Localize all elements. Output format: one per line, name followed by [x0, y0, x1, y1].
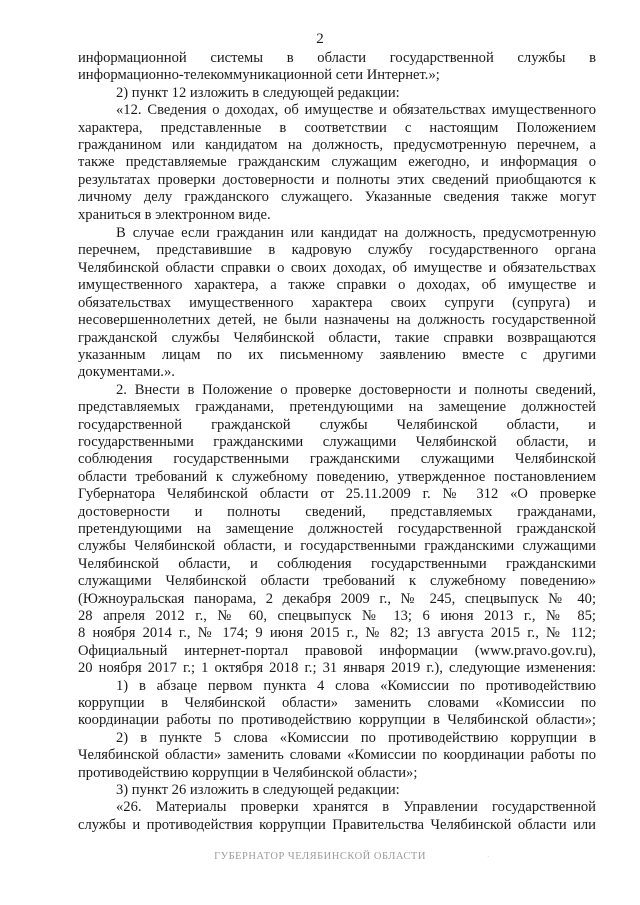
text-line: государственными гражданскими служащими Челябинской области, и — [78, 433, 596, 450]
text-line: храниться в электронном виде. — [78, 206, 271, 223]
text-line: «26. Материалы проверки хранятся в Управлении государственной — [116, 799, 596, 816]
text-line: гражданином или кандидатом на должность, предусмотренную перечнем, а — [78, 137, 596, 154]
text-line: службы Челябинской области, и государственными гражданскими служащими — [78, 538, 596, 555]
text-line: 3) пункт 26 изложить в следующей редакции: — [116, 782, 400, 799]
text-line: государственной гражданской службы Челябинской области, и — [78, 416, 596, 433]
document-body — [78, 50, 596, 834]
text-line: результатах проверки достоверности и полноты этих сведений приобщаются к — [78, 171, 596, 188]
text-line: 20 ноября 2017 г.; 1 октября 2018 г.; 31 января 2019 г.), следующие изменения: — [78, 660, 596, 677]
text-line: служащими Челябинской области требований к служебному поведению» — [78, 573, 596, 590]
text-line: Официальный интернет-портал правовой информации (www.pravo.gov.ru), — [78, 642, 596, 659]
text-line: соблюдения государственными гражданскими служащими Челябинской — [78, 451, 596, 468]
text-line: 2) пункт 12 изложить в следующей редакции: — [116, 84, 400, 101]
page-number: 2 — [316, 31, 324, 47]
text-line: гражданской службы Челябинской области, такие справки возвращаются — [78, 329, 596, 346]
text-line: указанным лицам по их письменному заявлению вместе с другими — [78, 346, 596, 363]
text-line: координации работы по противодействию коррупции в Челябинской области»; — [78, 712, 596, 729]
text-line: Челябинской области» заменить словами «Комиссии по координации работы по — [78, 747, 596, 764]
text-line: Челябинской области справки о своих доходах, об имуществе и обязательствах — [78, 259, 596, 276]
text-line: достоверности и полноты сведений, представляемых гражданами, — [78, 503, 596, 520]
footer-watermark: ГУБЕРНАТОР ЧЕЛЯБИНСКОЙ ОБЛАСТИ — [214, 851, 426, 862]
footer-mark: · — [487, 853, 490, 861]
text-line: информационно-телекоммуникационной сети Интернет.»; — [78, 67, 440, 84]
text-line: 28 апреля 2012 г., № 60, спецвыпуск № 13; 6 июня 2013 г., № 85; — [78, 608, 596, 624]
text-line: претендующими на замещение должностей государственной гражданской — [78, 520, 596, 537]
text-line: обязательствах имущественного характера своих супруги (супруга) и — [78, 294, 596, 311]
text-line: 2. Внести в Положение о проверке достоверности и полноты сведений, — [116, 381, 596, 398]
text-line: Челябинской области, и соблюдения государственными гражданскими — [78, 555, 596, 572]
text-line: (Южноуральская панорама, 2 декабря 2009 г., № 245, спецвыпуск № 40; — [78, 590, 596, 607]
text-line: представляемых гражданами, претендующими на замещение должностей — [78, 399, 596, 416]
text-line: информационной системы в области государственной службы в — [78, 50, 596, 66]
text-line: также представляемые гражданским служащим ежегодно, и информация о — [78, 154, 596, 171]
text-line: документами.». — [78, 364, 175, 381]
text-line: 2) в пункте 5 слова «Комиссии по противодействию коррупции в — [116, 729, 596, 746]
text-line: личному делу гражданского служащего. Указанные сведения также могут — [78, 189, 596, 206]
text-line: области требований к служебному поведению, утвержденное постановлением — [78, 468, 596, 485]
text-line: Губернатора Челябинской области от 25.11.2009 г. № 312 «О проверке — [78, 486, 596, 503]
text-line: противодействию коррупции в Челябинской области»; — [78, 764, 418, 781]
text-line: «12. Сведения о доходах, об имуществе и обязательствах имущественного — [116, 102, 596, 119]
text-line: перечнем, представившие в кадровую службу государственного органа — [78, 242, 596, 259]
text-line: имущественного характера, а также справки о доходах, об имуществе и — [78, 277, 596, 294]
text-line: 8 ноября 2014 г., № 174; 9 июня 2015 г., № 82; 13 августа 2015 г., № 112; — [78, 625, 596, 642]
text-line: В случае если гражданин или кандидат на должность, предусмотренную — [116, 225, 596, 242]
text-line: 1) в абзаце первом пункта 4 слова «Комиссии по противодействию — [116, 677, 596, 694]
text-line: коррупции в Челябинской области» заменить словами «Комиссии по — [78, 695, 596, 712]
text-line: характера, представленные в соответствии с настоящим Положением — [78, 119, 596, 136]
text-line: несовершеннолетних детей, не были назначены на должность государственной — [78, 312, 596, 329]
text-line: службы и противодействия коррупции Правительства Челябинской области или — [78, 816, 596, 833]
